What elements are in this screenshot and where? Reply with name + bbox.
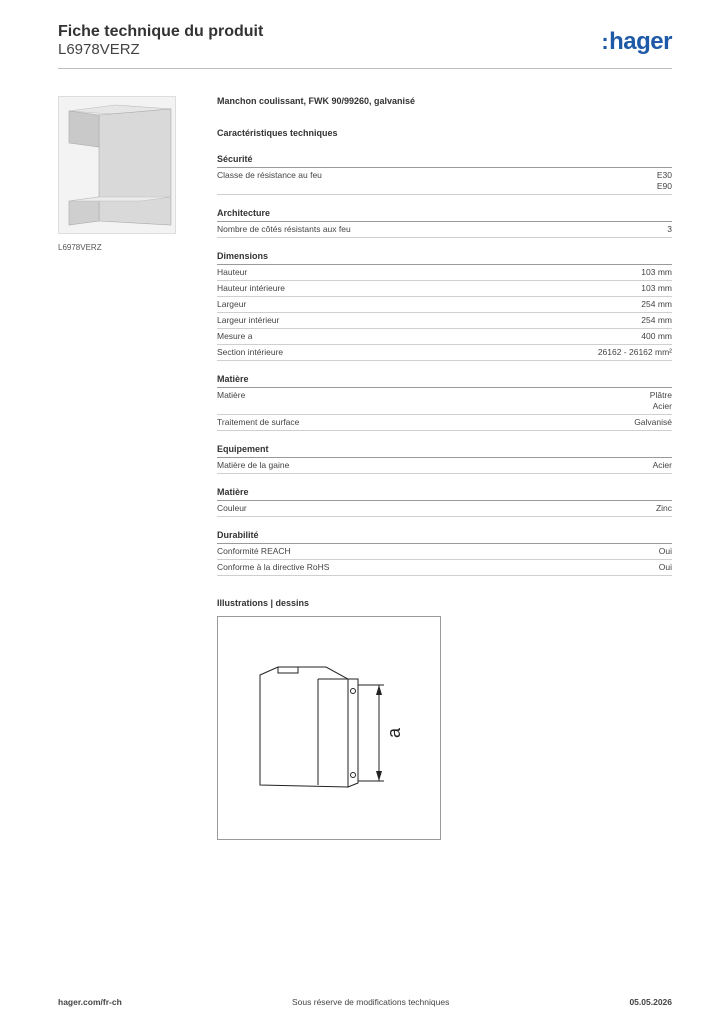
- section-title: Durabilité: [217, 530, 672, 544]
- section-dimensions: [217, 251, 672, 361]
- page-title: Fiche technique du produit: [58, 23, 264, 40]
- section-title: Matière: [217, 374, 672, 388]
- spec-value-line: Plâtre: [649, 390, 672, 400]
- spec-row: [217, 265, 672, 281]
- spec-row: [217, 544, 672, 560]
- spec-label: Conformité REACH: [217, 546, 291, 556]
- spec-row: [217, 415, 672, 431]
- spec-value: 103 mm: [641, 283, 672, 293]
- hager-logo: [601, 28, 672, 56]
- product-code: L6978VERZ: [58, 41, 140, 58]
- spec-label: Mesure a: [217, 331, 253, 341]
- spec-label: Section intérieure: [217, 347, 284, 357]
- spec-row: [217, 501, 672, 517]
- spec-value: Galvanisé: [634, 417, 672, 427]
- spec-row: [217, 329, 672, 345]
- section-securite: [217, 154, 672, 195]
- spec-row: [217, 388, 672, 415]
- section-title: Sécurité: [217, 154, 672, 168]
- spec-value: [650, 390, 672, 412]
- product-photo: [58, 96, 176, 234]
- spec-row: [217, 345, 672, 361]
- product-description: Manchon coulissant, FWK 90/99260, galvanisé: [217, 96, 416, 106]
- drawing-svg: [218, 617, 440, 839]
- footer-website: hager.com/fr-ch: [58, 997, 122, 1007]
- spec-row: [217, 313, 672, 329]
- spec-row: [217, 458, 672, 474]
- section-title: Dimensions: [217, 251, 672, 265]
- product-photo-image: [59, 97, 175, 233]
- spec-row: [217, 297, 672, 313]
- tech-specs-title: Caractéristiques techniques: [217, 128, 338, 138]
- spec-value-line: E90: [656, 181, 672, 191]
- spec-value-line: E30: [656, 170, 672, 180]
- spec-label: Hauteur: [217, 267, 248, 277]
- section-title: Architecture: [217, 208, 672, 222]
- spec-label: Largeur intérieur: [217, 315, 280, 325]
- header-divider: [58, 68, 672, 69]
- spec-row: [217, 168, 672, 195]
- spec-label: Hauteur intérieure: [217, 283, 286, 293]
- spec-value: 26162 - 26162 mm²: [597, 347, 672, 357]
- section-title: Equipement: [217, 444, 672, 458]
- spec-value: Oui: [658, 562, 672, 572]
- product-details: [217, 96, 672, 840]
- spec-label: Classe de résistance au feu: [217, 170, 322, 180]
- logo-text: hager: [609, 28, 672, 55]
- footer-disclaimer: Sous réserve de modifications techniques: [292, 997, 450, 1007]
- section-matiere-couleur: [217, 487, 672, 517]
- spec-value: 254 mm: [641, 299, 672, 309]
- footer-date: 05.05.2026: [629, 997, 672, 1007]
- document-header: [58, 22, 263, 59]
- spec-label: Matière: [217, 390, 246, 400]
- spec-label: Matière de la gaine: [217, 460, 290, 470]
- spec-row: [217, 281, 672, 297]
- spec-value: Acier: [652, 460, 672, 470]
- spec-value: 103 mm: [641, 267, 672, 277]
- spec-value: Zinc: [655, 503, 672, 513]
- spec-value: 400 mm: [641, 331, 672, 341]
- spec-value: Oui: [658, 546, 672, 556]
- section-equipement: [217, 444, 672, 474]
- spec-row: [217, 222, 672, 238]
- section-matiere: [217, 374, 672, 431]
- section-durabilite: [217, 530, 672, 576]
- spec-value: 3: [667, 224, 672, 234]
- spec-label: Conforme à la directive RoHS: [217, 562, 330, 572]
- spec-label: Largeur: [217, 299, 247, 309]
- section-title: Matière: [217, 487, 672, 501]
- spec-value: [657, 170, 672, 192]
- spec-label: Couleur: [217, 503, 247, 513]
- spec-label: Traitement de surface: [217, 417, 300, 427]
- logo-dots-icon: :: [601, 29, 609, 54]
- spec-row: [217, 560, 672, 576]
- spec-value: 254 mm: [641, 315, 672, 325]
- spec-label: Nombre de côtés résistants aux feu: [217, 224, 351, 234]
- spec-value-line: Acier: [652, 401, 672, 411]
- technical-drawing: [217, 616, 441, 840]
- dimension-label: a: [384, 727, 404, 739]
- section-architecture: [217, 208, 672, 238]
- illustrations-title: Illustrations | dessins: [217, 598, 310, 608]
- photo-caption: L6978VERZ: [58, 243, 102, 252]
